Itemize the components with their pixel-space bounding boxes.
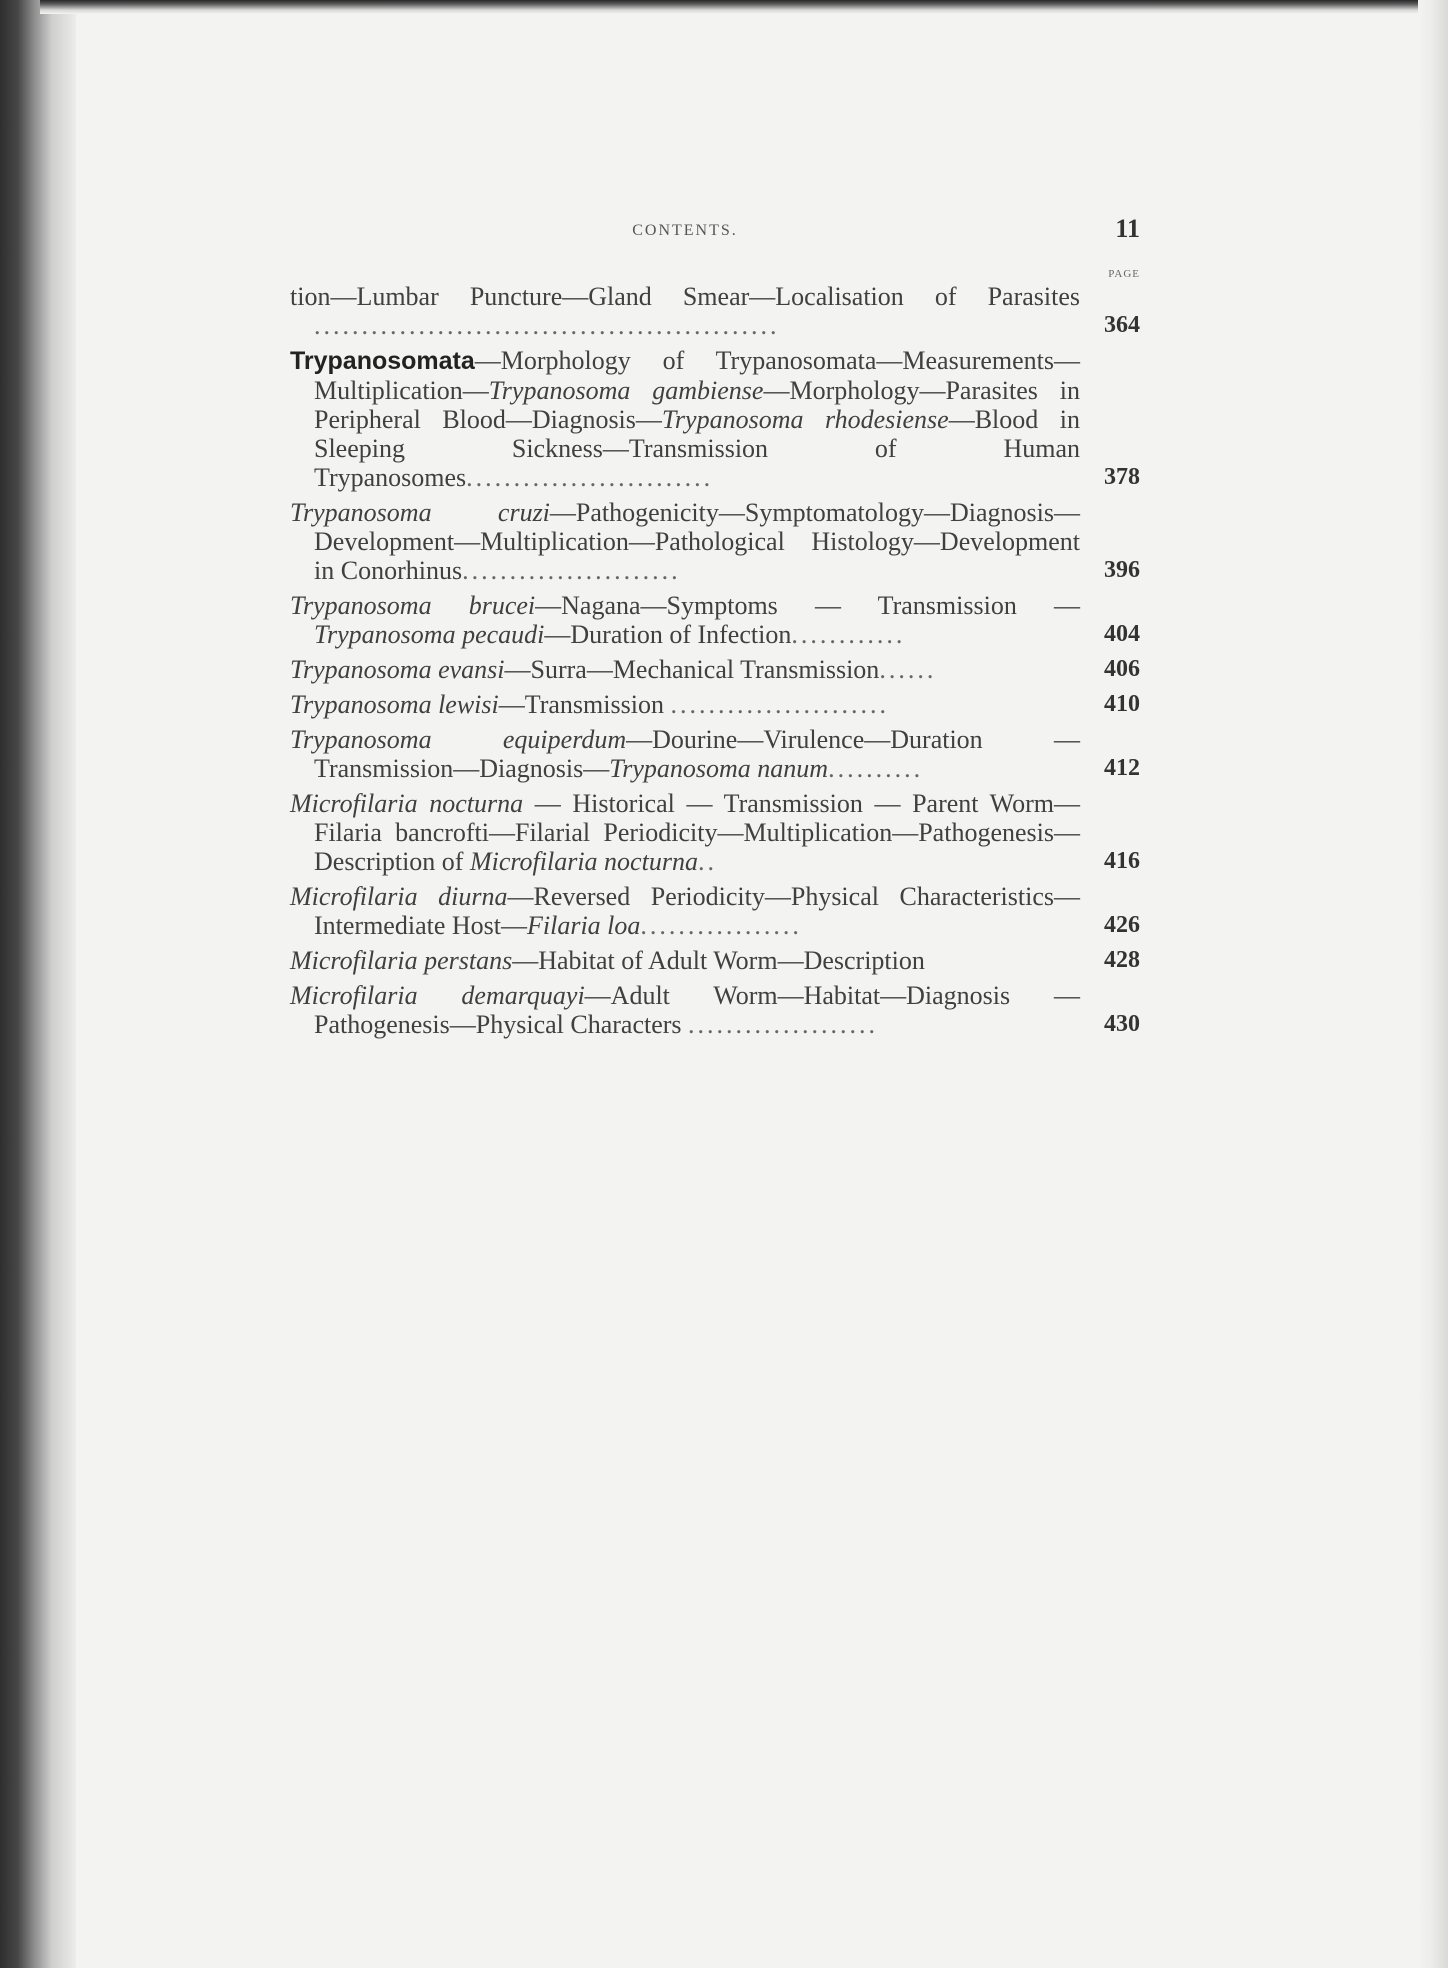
contents-entry [290, 981, 1140, 1039]
entry-text [290, 981, 1080, 1039]
leader-dots: .. [697, 847, 717, 876]
entry-text [290, 882, 1080, 940]
entry-page-number: 412 [1104, 755, 1140, 781]
scan-shadow-left [0, 0, 76, 1968]
entry-text [290, 591, 1080, 649]
entry-italic-term: Trypanosoma brucei [290, 591, 536, 620]
entry-segment: — Historical — Transmission — Parent Worm—Filaria bancrofti—Filarial Periodicity—Multiplication—Pathogenesis—Description of [314, 789, 1080, 876]
entry-text [290, 690, 1080, 719]
contents-entry [290, 946, 1140, 975]
entry-text [290, 282, 1080, 340]
entry-text [290, 789, 1080, 876]
entry-italic-term: Trypanosoma gambiense [488, 376, 764, 405]
entry-text [290, 725, 1080, 783]
entry-segment: —Transmission [498, 690, 671, 719]
leader-dots: .......................... [466, 463, 714, 492]
entry-page-number: 404 [1104, 621, 1140, 647]
entry-segment: —Pathogenicity—Symptomatology—Diagnosis—Development—Multiplication—Pathological Histology—Development in Conorhinus [314, 498, 1080, 585]
entry-segment: —Adult Worm—Habitat—Diagnosis —Pathogenesis—Physical Characters [314, 981, 1080, 1039]
running-head [290, 214, 1140, 260]
entry-italic-term: Trypanosoma evansi [290, 655, 505, 684]
entry-italic-term: Microfilaria diurna [290, 882, 508, 911]
leader-dots: ................. [640, 911, 802, 940]
leader-dots: ....................... [462, 556, 681, 585]
entry-page-number: 410 [1104, 691, 1140, 717]
entry-italic-term: Trypanosoma pecaudi [314, 620, 545, 649]
entry-segment: —Morphology—Parasites in Peripheral Blood—Diagnosis— [314, 376, 1080, 434]
entry-italic-term: Trypanosoma rhodesiense [661, 405, 949, 434]
entry-page-number: 406 [1104, 656, 1140, 682]
entry-segment: —Surra—Mechanical Transmission [504, 655, 880, 684]
entry-italic-term: Microfilaria nocturna [469, 847, 698, 876]
entry-page-number: 430 [1104, 1011, 1140, 1037]
entry-page-number: 364 [1104, 312, 1140, 338]
entry-heading: Trypanosomata [290, 347, 475, 375]
entry-text [290, 946, 1080, 975]
page-column-label: PAGE [1108, 268, 1140, 280]
entry-segment: —Duration of Infection [544, 620, 792, 649]
contents-entry [290, 346, 1140, 492]
entry-italic-term: Trypanosoma cruzi [290, 498, 550, 527]
entry-italic-term: Trypanosoma nanum [609, 754, 829, 783]
entry-page-number: 428 [1104, 947, 1140, 973]
scan-shadow-top [40, 0, 1448, 14]
entry-text [290, 498, 1080, 585]
contents-entry [290, 725, 1140, 783]
contents-entry [290, 690, 1140, 719]
entry-segment: —Reversed Periodicity—Physical Characteristics—Intermediate Host— [314, 882, 1080, 940]
entry-italic-term: Microfilaria demarquayi [290, 981, 585, 1010]
leader-dots: ................................................. [314, 311, 780, 340]
leader-dots: ...... [879, 655, 937, 684]
contents-entry [290, 498, 1140, 585]
page-number: 11 [1115, 214, 1140, 243]
entry-text [290, 655, 1080, 684]
entry-page-number: 396 [1104, 557, 1140, 583]
entry-segment: —Blood in Sleeping Sickness—Transmission of Human Trypanosomes [314, 405, 1080, 492]
entry-segment: —Habitat of Adult Worm—Description [512, 946, 925, 975]
entry-page-number: 378 [1104, 464, 1140, 490]
running-title: CONTENTS. [632, 222, 738, 239]
entry-text [290, 346, 1080, 492]
entry-italic-term: Trypanosoma equiperdum [290, 725, 627, 754]
entry-italic-term: Microfilaria perstans [290, 946, 513, 975]
contents-page [290, 214, 1140, 1045]
contents-entry [290, 282, 1140, 340]
contents-entry [290, 591, 1140, 649]
entry-segment: —Dourine—Virulence—Duration — Transmission—Diagnosis— [314, 725, 1080, 783]
entry-page-number: 416 [1104, 848, 1140, 874]
contents-entry [290, 655, 1140, 684]
leader-dots: .................... [688, 1010, 879, 1039]
contents-entry [290, 789, 1140, 876]
entry-italic-term: Trypanosoma lewisi [290, 690, 499, 719]
leader-dots: ............ [791, 620, 906, 649]
entry-segment: —Morphology of Trypanosomata—Measurements—Multiplication— [314, 346, 1080, 405]
contents-list [290, 282, 1140, 1039]
leader-dots: .......... [828, 754, 924, 783]
entry-page-number: 426 [1104, 912, 1140, 938]
entry-segment: —Nagana—Symptoms — Transmission — [535, 591, 1080, 620]
entry-italic-term: Microfilaria nocturna [290, 789, 524, 818]
entry-segment: tion—Lumbar Puncture—Gland Smear—Localisation of Parasites [290, 282, 1080, 311]
leader-dots: ....................... [670, 690, 889, 719]
scan-shadow-right [1418, 0, 1448, 1968]
contents-entry [290, 882, 1140, 940]
entry-italic-term: Filaria loa [527, 911, 641, 940]
